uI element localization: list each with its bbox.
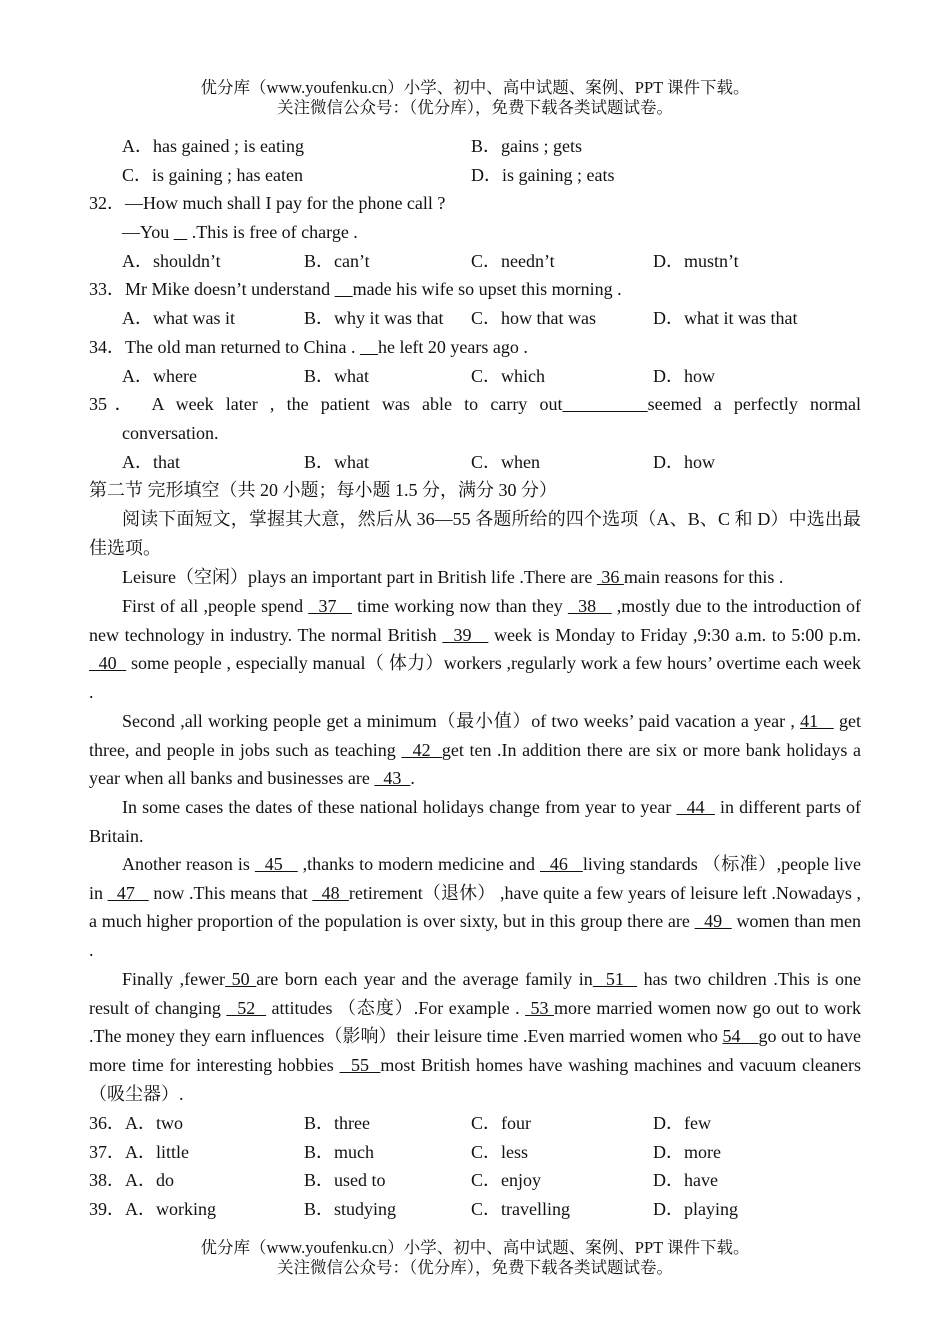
p4-text: In some cases the dates of these national holidays change from year to year [122,797,677,817]
q31-option-c: C．is gaining ; has eaten [122,165,303,185]
answer-option-b: B．used to [304,1170,386,1190]
header-line-2: 关注微信公众号：（优分库），免费下载各类试题试卷。 [277,98,673,117]
q35-option-b: B．what [304,452,369,472]
blank-48: 48 [312,882,349,903]
q34-text-a: 34．The old man returned to China . [89,337,360,357]
q33-options [89,304,861,333]
p3-text: get three, and people in jobs such as teaching [89,711,861,760]
blank-46: 46 [539,854,583,874]
q31-options-row-1 [89,132,861,161]
q35-stem [89,390,861,419]
p5-text: retirement（退休） ,have quite a few years of leisure left .Nowadays , a much higher proportion of the population is over sixty, but in this group there are [89,882,861,932]
q32-option-c: C．needn’t [471,251,555,271]
q32-option-d: D．mustn’t [653,251,739,271]
p2-text: week is Monday to Friday ,9:30 a.m. to 5:00 p.m. [488,624,862,645]
q32-option-b: B．can’t [304,251,370,271]
answer-option-a: A．working [125,1199,216,1219]
q35-blank [562,394,647,414]
blank-52: 52 [226,997,267,1018]
passage-paragraph-6 [89,965,861,1109]
header-line-1: 优分库（www.youfenku.cn）小学、初中、高中试题、案例、PPT 课件下载。 [200,78,750,97]
answer-row-39 [89,1195,861,1224]
blank-38: 38 [567,596,612,616]
q35-option-c: C．when [471,452,540,472]
p6-text: Finally ,fewer [122,969,226,989]
q33-option-a: A．what was it [122,308,235,328]
p6-text: are born each year and the average family in [256,969,593,989]
q32-blank [174,222,188,242]
p6-text: has two children .This is one result of changing [89,969,862,1018]
q34-stem [89,333,861,362]
p5-text: ,thanks to modern medicine and [297,854,540,874]
p6-text: go out to have more time for interesting hobbies [89,1026,862,1076]
q32-options [89,247,861,276]
q34-text-b: he left 20 years ago . [377,337,528,357]
answer-option-b: B．much [304,1142,374,1162]
q33-option-d: D．what it was that [653,308,798,328]
q31-option-a: A．has gained ; is eating [122,136,304,156]
blank-44: 44 [676,797,715,817]
q34-option-c: C．which [471,366,545,386]
answer-option-b: B．studying [304,1199,397,1219]
q35-option-a: A．that [122,452,180,472]
answer-38 [89,1166,174,1195]
blank-43: 43 [374,768,411,789]
p2-text: time working now than they [352,596,568,616]
blank-53: 53 [525,997,554,1018]
p2-text: some people , especially manual（ 体力）workers ,regularly work a few hours’ overtime each week . [89,653,862,703]
blank-37: 37 [308,596,352,616]
blank-49: 49 [694,911,732,932]
p6-text: most British homes have washing machines and vacuum cleaners （吸尘器）. [89,1055,862,1104]
q34-blank [360,337,378,357]
p2-text: ,mostly due to the introduction of new technology in industry. The normal British [89,596,862,645]
blank-45: 45 [254,854,298,874]
footer-line-1: 优分库（www.youfenku.cn）小学、初中、高中试题、案例、PPT 课件下载。 [200,1238,750,1257]
q34-option-d: D．how [653,366,715,386]
blank-36: 36 [596,567,624,587]
blank-50: 50 [225,969,257,989]
q33-option-b: B．why it was that [304,308,444,328]
p4-text: in different parts of Britain. [89,797,861,846]
q31-option-d: D．is gaining ; eats [471,165,615,185]
answer-number: 38． [89,1170,125,1190]
p1-text: main reasons for this . [623,567,784,587]
q35-options [89,448,861,477]
blank-47: 47 [107,882,149,903]
q35-option-d: D．how [653,452,715,472]
answer-row-36 [89,1109,861,1138]
footer-line-2: 关注微信公众号：（优分库），免费下载各类试题试卷。 [277,1258,673,1277]
p5-text: now .This means that [148,882,313,903]
p1-text: Leisure（空闲）plays an important part in British life .There are [122,567,597,587]
answer-row-38 [89,1166,861,1195]
blank-55: 55 [339,1055,381,1076]
p2-text: First of all ,people spend [122,596,309,616]
p5-text: women than men . [89,911,861,961]
answer-option-c: C．less [471,1142,529,1162]
q33-text-a: 33．Mr Mike doesn’t understand [89,279,335,299]
q32-line-2 [89,218,894,247]
section-title: 第二节 完形填空（共 20 小题；每小题 1.5 分，满分 30 分） [89,480,557,500]
passage-paragraph-3 [89,707,861,793]
answer-option-a: A．two [125,1113,183,1133]
q34-options [89,362,861,391]
answer-option-d: D．few [653,1113,711,1133]
answer-number: 39． [89,1199,125,1219]
answer-number: 36． [89,1113,125,1133]
answer-option-c: C．enjoy [471,1170,541,1190]
section-instruction: 阅读下面短文，掌握其大意，然后从 36—55 各题所给的四个选项（A、B、C 和 D）中选出最佳选项。 [89,509,861,558]
q32-option-a: A．shouldn’t [122,251,221,271]
q33-blank [335,279,353,299]
q32-text-b: .This is free of charge . [187,222,358,242]
p6-text: more married women now go out to work .The money they earn influences（影响）their leisure time .Even married women who [89,997,862,1047]
answer-row-37 [89,1138,861,1167]
q33-text-b: made his wife so upset this morning . [352,279,622,299]
answer-36 [89,1109,183,1138]
q31-options-row-2 [89,161,861,190]
answer-option-a: A．little [125,1142,189,1162]
q34-option-b: B．what [304,366,369,386]
q35-text-a: 35． A week later , the patient was able to carry out [89,394,563,414]
q31-option-b: B．gains ; gets [471,136,582,156]
q35-stem-line-2: conversation. [122,423,219,443]
q32-text-a: —You [122,222,174,242]
p3-text: . [410,768,415,789]
blank-54: 54 [722,1026,759,1047]
blank-39: 39 [442,624,489,645]
answer-option-d: D．have [653,1170,718,1190]
q33-option-c: C．how that was [471,308,596,328]
answer-option-a: A．do [125,1170,174,1190]
p6-text: attitudes （态度）.For example . [266,997,526,1018]
answer-option-d: D．more [653,1142,721,1162]
passage-paragraph-5 [89,850,861,965]
answer-number: 37． [89,1142,125,1162]
q32-stem: 32．—How much shall I pay for the phone call ? [89,193,446,213]
q35-text-b: seemed a perfectly normal [647,394,862,414]
passage-paragraph-1 [89,563,861,592]
p3-text: Second ,all working people get a minimum（最小值）of two weeks’ paid vacation a year , [122,711,801,731]
blank-41: 41 [800,711,834,731]
page-header [0,78,950,118]
passage-paragraph-2 [89,592,861,707]
q34-option-a: A．where [122,366,197,386]
p5-text: living standards （标准）,people live in [89,854,862,903]
answer-37 [89,1138,189,1167]
blank-51: 51 [592,969,638,989]
p3-text: get ten .In addition there are six or more bank holidays a year when all banks and businesses are [89,739,862,789]
q33-stem [89,275,861,304]
answer-39 [89,1195,216,1224]
p5-text: Another reason is [122,854,255,874]
answer-option-b: B．three [304,1113,370,1133]
passage-paragraph-4 [89,793,861,850]
answer-option-d: D．playing [653,1199,738,1219]
answer-option-c: C．travelling [471,1199,570,1219]
blank-40: 40 [89,653,127,674]
answer-option-c: C．four [471,1113,531,1133]
page-footer [0,1238,950,1278]
blank-42: 42 [401,739,442,760]
